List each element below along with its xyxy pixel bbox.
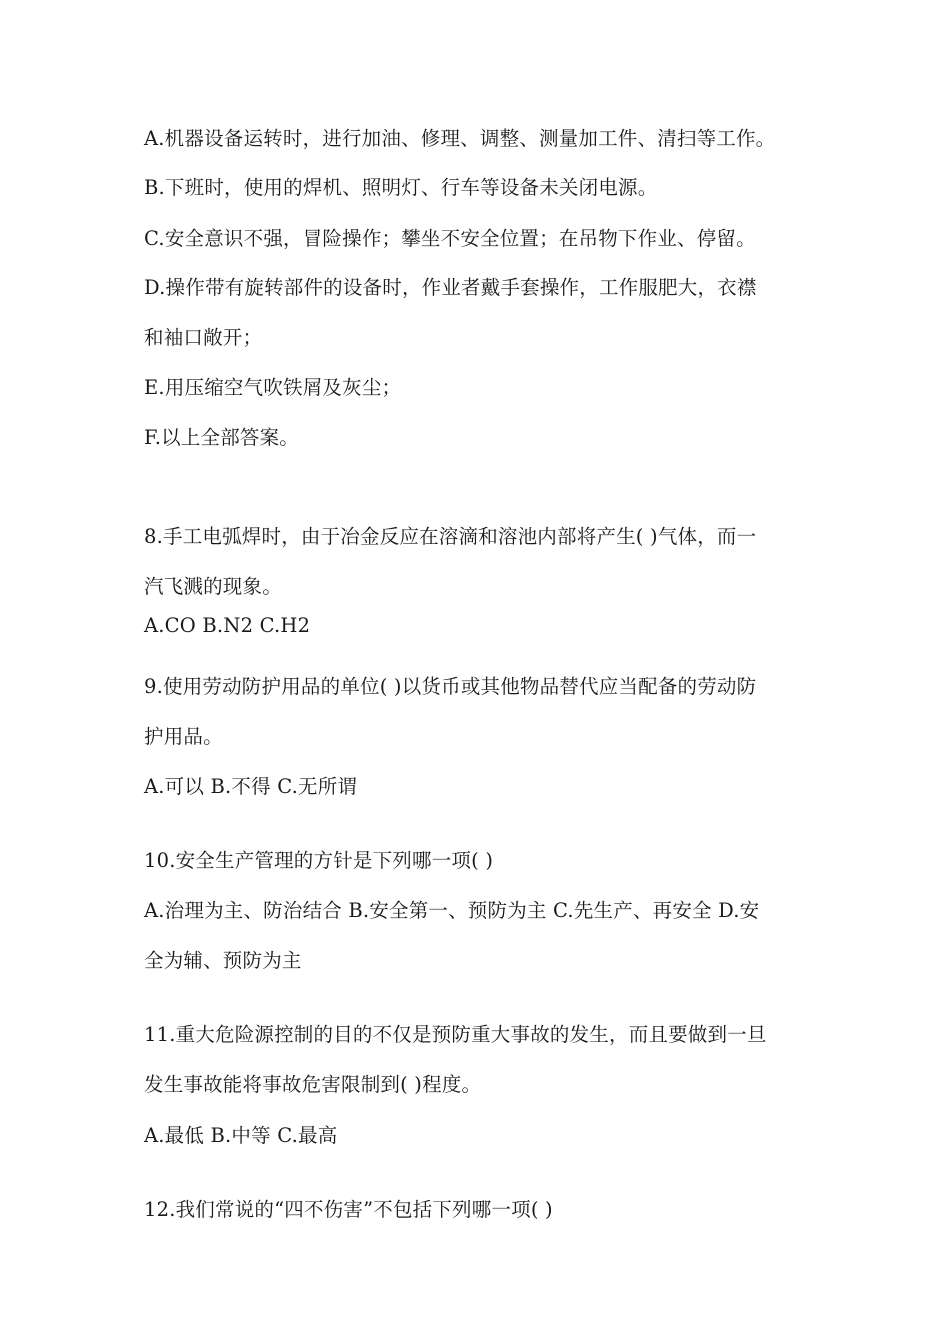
option-line: 和袖口敞开；	[144, 326, 263, 349]
question-line: 11.重大危险源控制的目的不仅是预防重大事故的发生，而且要做到一旦	[144, 1023, 767, 1046]
question-line: 发生事故能将事故危害限制到( )程度。	[144, 1073, 482, 1096]
option-line: A.机器设备运转时，进行加油、修理、调整、测量加工件、清扫等工作。	[144, 127, 776, 150]
option-line: C.安全意识不强，冒险操作；攀坐不安全位置；在吊物下作业、停留。	[144, 227, 756, 250]
answer-options: 全为辅、预防为主	[144, 949, 302, 972]
option-line: E.用压缩空气吹铁屑及灰尘；	[144, 376, 402, 399]
answer-options: A.可以 B.不得 C.无所谓	[144, 775, 358, 798]
answer-options: A.治理为主、防治结合 B.安全第一、预防为主 C.先生产、再安全 D.安	[144, 899, 760, 922]
question-line: 8.手工电弧焊时，由于冶金反应在溶滴和溶池内部将产生( )气体，而一	[144, 525, 757, 548]
option-line: F.以上全部答案。	[144, 426, 299, 449]
answer-options: A.CO B.N2 C.H2	[144, 614, 311, 637]
option-line: B.下班时，使用的焊机、照明灯、行车等设备未关闭电源。	[144, 176, 658, 199]
question-line: 9.使用劳动防护用品的单位( )以货币或其他物品替代应当配备的劳动防	[144, 675, 757, 698]
question-line: 10.安全生产管理的方针是下列哪一项( )	[144, 849, 494, 872]
answer-options: A.最低 B.中等 C.最高	[144, 1124, 338, 1147]
question-line: 护用品。	[144, 725, 223, 748]
question-line: 汽飞溅的现象。	[144, 575, 282, 598]
question-line: 12.我们常说的“四不伤害”不包括下列哪一项( )	[144, 1198, 553, 1221]
option-line: D.操作带有旋转部件的设备时，作业者戴手套操作，工作服肥大，衣襟	[144, 276, 757, 299]
